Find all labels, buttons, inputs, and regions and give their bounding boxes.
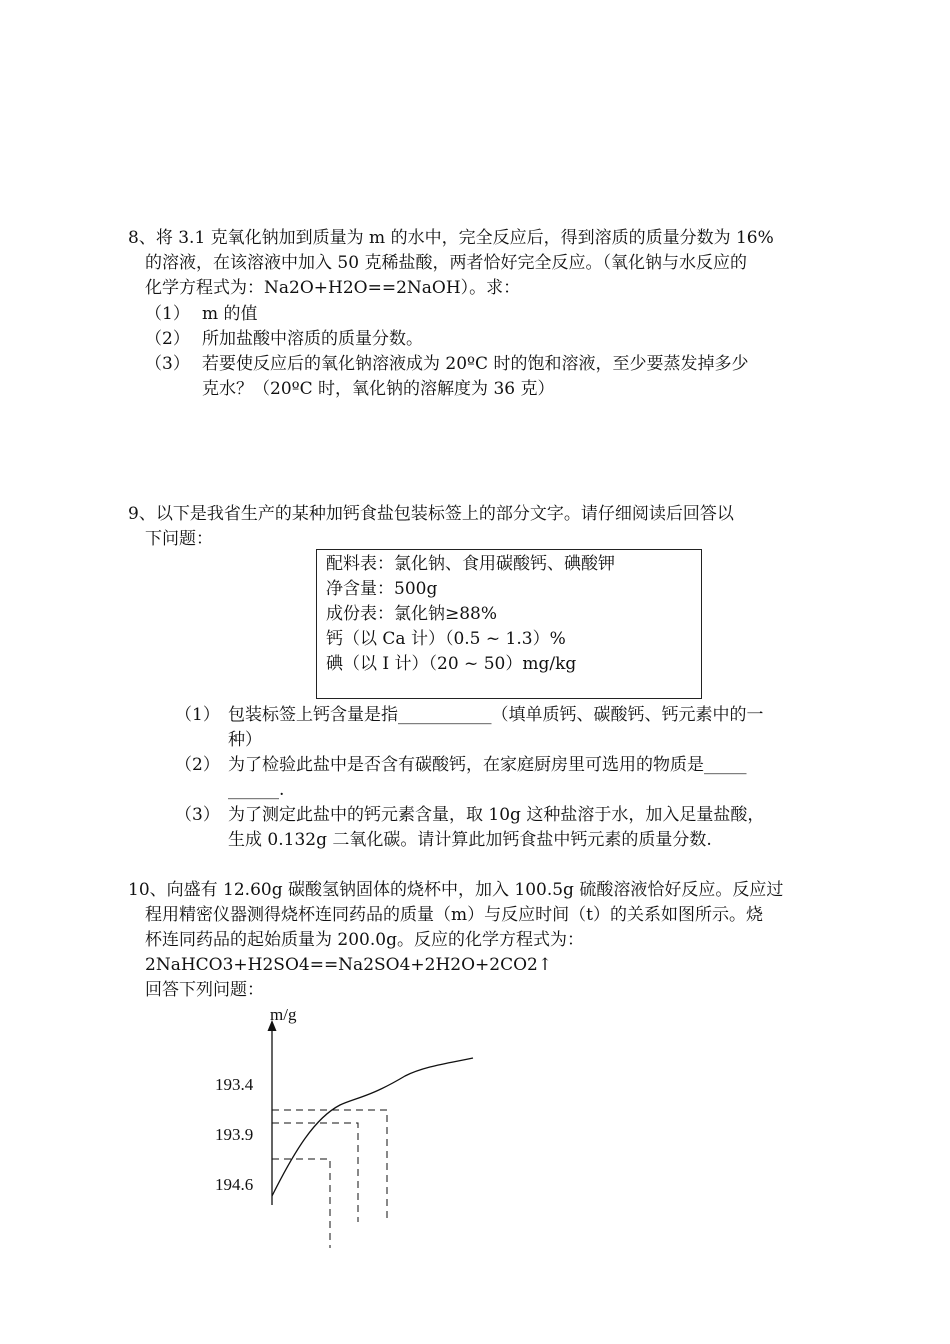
label-line-ingredients: 配料表：氯化钠、食用碳酸钙、碘酸钾: [326, 554, 615, 574]
label-line-calcium: 钙（以 Ca 计）（0.5 ~ 1.3）%: [326, 629, 566, 649]
q9-item-2-num: （2）: [175, 755, 220, 775]
mass-time-graph: [200, 1000, 500, 1255]
q8-item-3-cont: 克水？（20ºC 时，氧化钠的溶解度为 36 克）: [202, 379, 555, 399]
q10-line-1: 10、向盛有 12.60g 碳酸氢钠固体的烧杯中，加入 100.5g 硫酸溶液恰好反应。反应过: [128, 880, 784, 900]
q10-equation: 2NaHCO3+H2SO4==Na2SO4+2H2O+2CO2↑: [145, 955, 553, 975]
y-tick-label-3: 194.6: [215, 1175, 254, 1194]
q9-item-3-cont: 生成 0.132g 二氧化碳。请计算此加钙食盐中钙元素的质量分数.: [228, 830, 712, 850]
q8-item-3-text: 若要使反应后的氧化钠溶液成为 20ºC 时的饱和溶液，至少要蒸发掉多少: [202, 354, 749, 374]
q8-item-2-num: （2）: [145, 329, 190, 349]
y-axis-label: m/g: [270, 1005, 297, 1024]
q10-line-3: 杯连同药品的起始质量为 200.0g。反应的化学方程式为：: [145, 930, 584, 950]
q8-line-2: 的溶液，在该溶液中加入 50 克稀盐酸，两者恰好完全反应。（氧化钠与水反应的: [145, 253, 747, 273]
mass-curve: [272, 1058, 473, 1196]
y-tick-label-1: 193.4: [215, 1075, 254, 1094]
q8-item-3-num: （3）: [145, 354, 190, 374]
q9-item-1-text: 包装标签上钙含量是指___________（填单质钙、碳酸钙、钙元素中的一: [228, 705, 764, 725]
q8-item-1-num: （1）: [145, 304, 190, 324]
q9-item-2-cont: ______.: [228, 780, 285, 800]
label-line-iodine: 碘（以 I 计）（20 ~ 50）mg/kg: [326, 654, 577, 674]
q9-line-2: 下问题：: [145, 529, 213, 549]
q8-item-1-text: m 的值: [202, 304, 258, 324]
y-tick-label-2: 193.9: [215, 1125, 254, 1144]
dashed-guide-3: [272, 1159, 330, 1248]
q9-item-3-text: 为了测定此盐中的钙元素含量，取 10g 这种盐溶于水，加入足量盐酸，: [228, 805, 765, 825]
q9-item-1-num: （1）: [175, 705, 220, 725]
q9-item-3-num: （3）: [175, 805, 220, 825]
q9-line-1: 9、以下是我省生产的某种加钙食盐包装标签上的部分文字。请仔细阅读后回答以: [128, 504, 734, 524]
q10-line-2: 程用精密仪器测得烧杯连同药品的质量（m）与反应时间（t）的关系如图所示。烧: [145, 905, 763, 925]
q8-item-2-text: 所加盐酸中溶质的质量分数。: [202, 329, 423, 349]
q9-item-1-cont: 种）: [228, 730, 262, 750]
salt-package-label: [316, 549, 702, 699]
label-line-net-weight: 净含量：500g: [326, 579, 438, 599]
q8-line-3: 化学方程式为：Na2O+H2O==2NaOH）。求：: [145, 278, 521, 298]
q10-line-5: 回答下列问题：: [145, 980, 264, 1000]
q8-line-1: 8、将 3.1 克氧化钠加到质量为 m 的水中，完全反应后，得到溶质的质量分数为 16%: [128, 228, 774, 248]
label-line-composition: 成份表：氯化钠≥88%: [326, 604, 498, 624]
reference-dashes: [272, 1110, 387, 1248]
q9-item-2-text: 为了检验此盐中是否含有碳酸钙，在家庭厨房里可选用的物质是_____: [228, 755, 747, 775]
